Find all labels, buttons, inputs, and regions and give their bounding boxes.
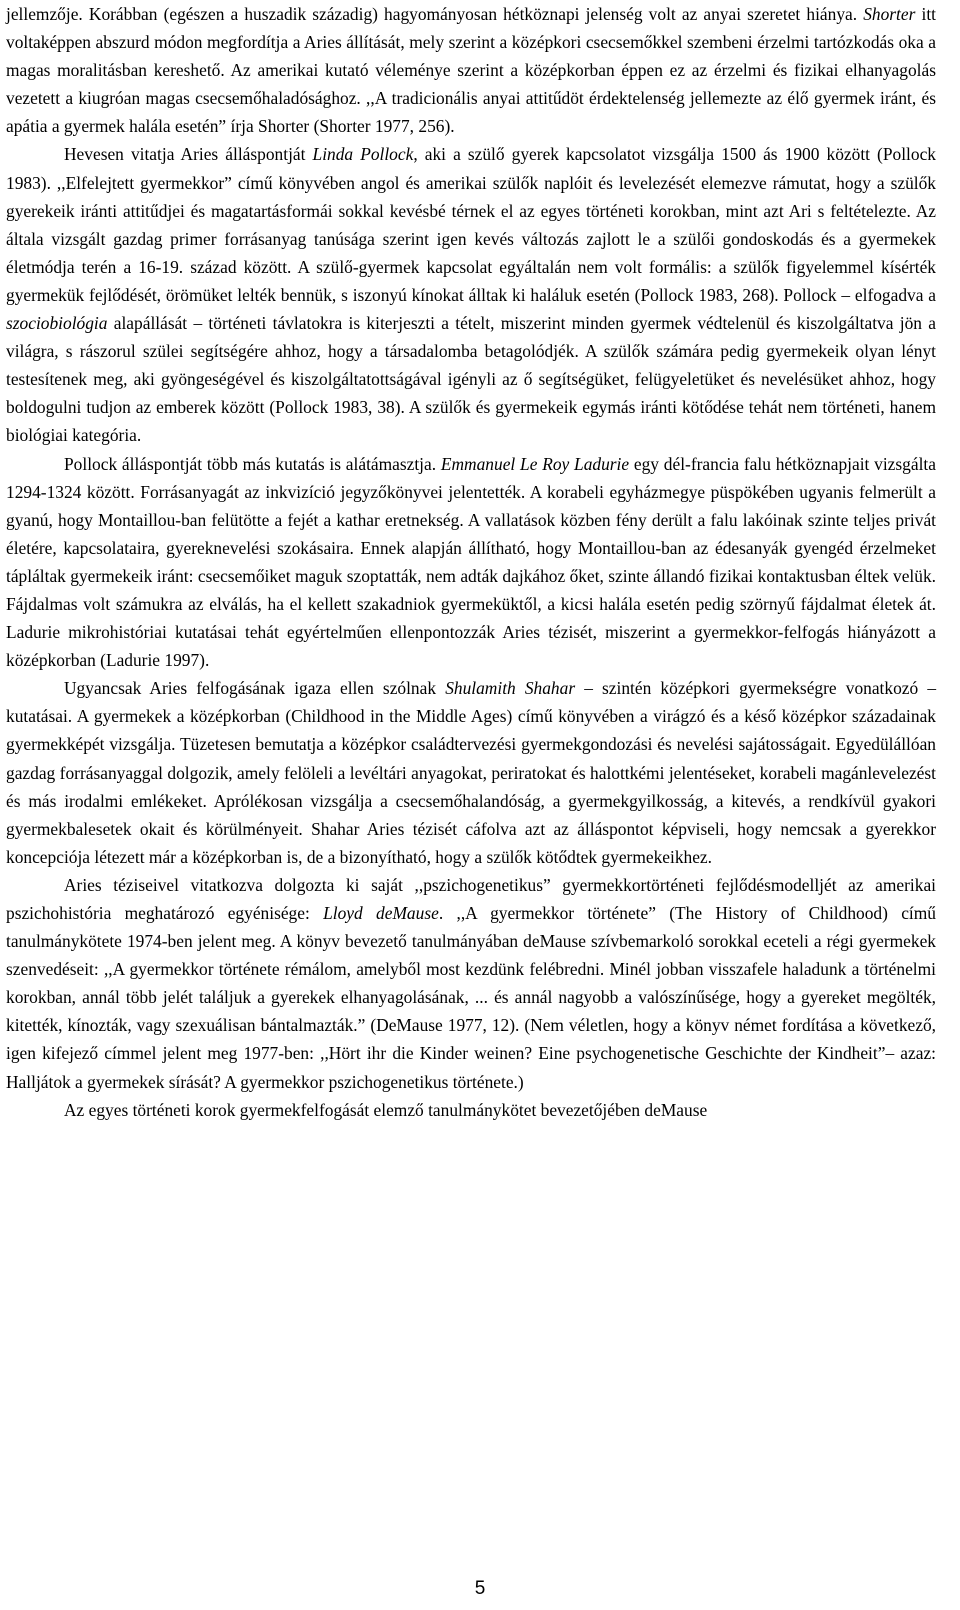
- paragraph: [6, 0, 936, 140]
- text-run: jellemzője. Korábban (egészen a huszadik századig) hagyományosan hétköznapi jelenség volt az anyai szeretet hiánya.: [6, 4, 864, 24]
- italic-text: Linda Pollock: [312, 144, 414, 165]
- italic-text: Lloyd deMause: [323, 903, 439, 923]
- paragraph: [6, 674, 936, 871]
- text-run: . ,,A gyermekkor története” (The History of Childhood) című tanulmánykötete 1974-ben jelent meg. A könyv bevezető tanulmányában deMause szívbemarkoló sorokkal eceteli a régi gyermekek szenvedéseit: ,,A gyermekkor története rémálom, amelyből most kezdünk felébredni. Minél jobban visszafele haladunk a történelmi korokban, annál több jelét találjuk a gyerekek elhanyagolásának, ... és annál nagyobb a valószínűsége, hogy a gyereket megölték, kitették, kínozták, vagy szexuálisan bántalmazták.” (DeMause 1977, 12). (Nem véletlen, hogy a könyv német fordítása a következő, igen kifejező címmel jelent meg 1977-ben: ,,Hört ihr die Kinder weinen? Eine psychogenetische Geschichte der Kindheit”– azaz: Halljátok a gyermekek sírását? A gyermekkor pszichogenetikus története.): [6, 903, 936, 1092]
- italic-text: Shorter: [863, 4, 916, 24]
- paragraph: [6, 871, 936, 1096]
- paragraph: [6, 140, 936, 449]
- text-run: Ugyancsak Aries felfogásának igaza ellen szólnak: [64, 678, 446, 699]
- text-run: – szintén középkori gyermekségre vonatkozó – kutatásai. A gyermekek a középkorban (Childhood in the Middle Ages) című könyvében a virágzó és a késő középkor századainak gyermekképét vizsgálja. Tüzetesen bemutatja a középkor családtervezési gyermekgondozási és nevelési sajátosságait. Egyedülállóan gazdag forrásanyaggal dolgozik, amely felöleli a levéltári anyagokat, periratokat és halottkémi jelentéseket, korabeli magánlevelezést és más irodalmi emlékeket. Aprólékosan vizsgálja a csecsemőhalandóság, a gyermekgyilkosság, a kitevés, a rendkívül gyakori gyermekbalesetek okait és körülményeit. Shahar Aries tézisét cáfolva azt az álláspontot képviseli, hogy nemcsak a gyerekkor koncepciója létezett már a középkorban is, de a bizonyítható, hogy a szülők kötődtek gyermekeikhez.: [6, 678, 937, 867]
- text-run: Pollock álláspontját több más kutatás is alátámasztja.: [64, 453, 441, 474]
- paragraph: [6, 450, 936, 675]
- text-run: , aki a szülő gyerek kapcsolatot vizsgálja 1500 ás 1900 között (Pollock 1983). ,,Elfelejtett gyermekkor” című könyvében angol és amerikai szülők naplóit és levelezését elemezve rámutat, hogy a szülők gyerekeik iránti attitűdjei és magatartásformái sokkal kevésbé térnek el az egyes történeti korokban, mint azt Ari s feltételezte. Az általa vizsgált gazdag primer forrásanyag tanúsága szerint igen kevés változás zajlott le a szülői gondoskodás és a gyermekek életmódja terén a 16-19. század között. A szülő-gyermek kapcsolat egyáltalán nem volt formális: a szülők figyelemmel kísérték gyermekük fejlődését, örömüket lelték bennük, s iszonyú kínokat álltak ki haláluk esetén (Pollock 1983, 268). Pollock – elfogadva a: [6, 144, 936, 305]
- page-number: 5: [474, 1578, 486, 1599]
- italic-text: Emmanuel Le Roy Ladurie: [440, 453, 630, 474]
- document-body: [6, 0, 936, 1124]
- text-run: Hevesen vitatja Aries álláspontját: [64, 144, 313, 165]
- text-run: Az egyes történeti korok gyermekfelfogását elemző tanulmánykötet bevezetőjében deMause: [64, 1099, 708, 1120]
- italic-text: szociobiológia: [6, 313, 108, 334]
- text-run: egy dél-francia falu hétköznapjait vizsgálta 1294-1324 között. Forrásanyagát az inkvizíció jegyzőkönyvei jelentették. A korabeli egyházmegye püspökében ugyanis felmerült a gyanú, hogy Montaillou-ban felütötte a fejét a kathar eretnekség. A vallatások közben fény derült a falu lakóinak szinte teljes privát életére, kapcsolataira, gyereknevelési szokásaira. Ennek alapján állítható, hogy Montaillou-ban az édesanyák gyengéd érzelmeket tápláltak gyermekeik iránt: csecsemőiket maguk szoptatták, nem adták dajkához őket, szinte állandó fizikai kontaktusban éltek velük. Fájdalmas volt számukra az elválás, ha el kellett szakadniok gyermeküktől, a kicsi halála esetén pedig szörnyű fájdalmat életek át. Ladurie mikrohistóriai kutatásai tehát egyértelműen ellenpontozzák Aries tézisét, miszerint a gyermekkor-felfogás hiányázott a középkorban (Ladurie 1997).: [6, 453, 936, 671]
- text-run: itt voltaképpen abszurd módon megfordítja a Aries állítását, mely szerint a középkori csecsemőkkel szembeni érzelmi tartózkodás oka a magas moralitásban kereshető. Az amerikai kutató véleménye szerint a középkorban éppen ez az érzelmi és fizikai elhanyagolás vezetett a kiugróan magas csecsemőhaladósághoz. ,,A tradicionális anyai attitűdöt érdektelenség jellemezte az élő gyermek iránt, és apátia a gyermek halála esetén” írja Shorter (Shorter 1977, 256).: [6, 4, 937, 137]
- text-run: Aries téziseivel vitatkozva dolgozta ki saját ,,pszichogenetikus” gyermekkortörténeti fejlődésmodelljét az amerikai pszichohistória meghatározó egyénisége:: [6, 874, 936, 923]
- italic-text: Shulamith Shahar: [445, 678, 576, 699]
- text-run: alapállását – történeti távlatokra is kiterjeszti a tételt, miszerint minden gyermek védtelenül és kiszolgáltatva jön a világra, s rászorul szülei segítségére ahhoz, hogy a társadalomba betagolódjék. A szülők számára pedig gyermekeik olyan lényt testesítenek meg, aki gyöngeségével és kiszolgáltatottságával igényli az ő segítségüket, felügyeletüket és nevelésüket ahhoz, hogy boldogulni tudjon az emberek között (Pollock 1983, 38). A szülők és gyermekeik egymás iránti kötődése tehát nem történeti, hanem biológiai kategória.: [6, 313, 936, 446]
- paragraph: [6, 1096, 936, 1124]
